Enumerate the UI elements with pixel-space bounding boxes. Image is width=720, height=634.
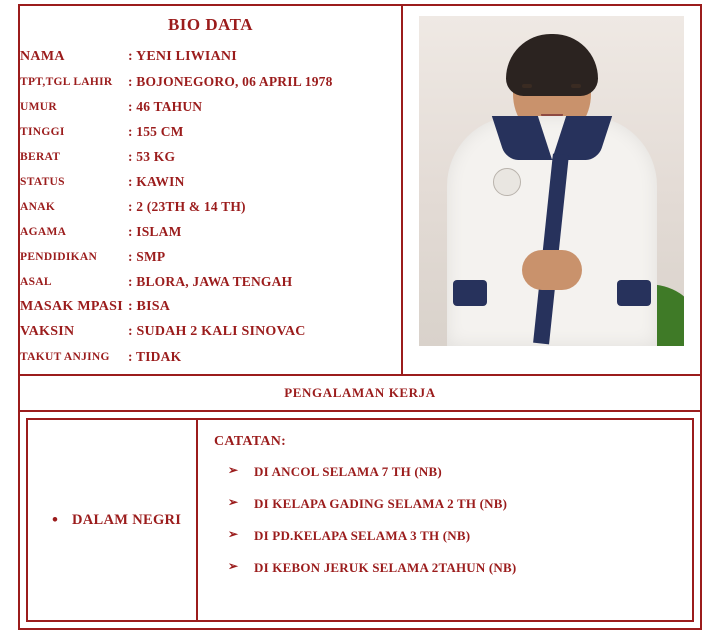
- table-row: [20, 270, 401, 295]
- experience-scope-item: • DALAM NEGRI: [52, 512, 181, 529]
- bio-data-title: BIO DATA: [167, 15, 254, 34]
- list-item: ➢ DI ANCOL SELAMA 7 TH (NB): [228, 464, 692, 480]
- table-row: [20, 45, 401, 70]
- table-row: [20, 345, 401, 370]
- table-row: [20, 70, 401, 95]
- experience-frame: [26, 418, 694, 622]
- photo-cuff-right: [617, 280, 651, 306]
- field-label-nama: NAMA: [20, 49, 65, 64]
- experience-header: PENGALAMAN KERJA: [20, 376, 700, 412]
- field-label-pendidikan: PENDIDIKAN: [20, 251, 98, 263]
- experience-notes-column: [198, 420, 692, 620]
- notes-title: CATATAN:: [214, 434, 287, 449]
- table-row: [20, 145, 401, 170]
- table-row: [20, 245, 401, 270]
- table-row: [20, 120, 401, 145]
- photo-uniform: [447, 116, 657, 346]
- photo-eye-right: [571, 84, 581, 88]
- photo-hands: [522, 250, 582, 290]
- field-value-asal: : BLORA, JAWA TENGAH: [128, 274, 293, 289]
- field-label-tinggi: TINGGI: [20, 126, 65, 138]
- field-label-umur: UMUR: [20, 101, 57, 113]
- field-value-anak: : 2 (23TH & 14 TH): [128, 199, 246, 214]
- table-row: [20, 195, 401, 220]
- field-value-takut-anjing: : TIDAK: [128, 349, 182, 364]
- field-value-nama: : YENI LIWIANI: [128, 49, 237, 64]
- field-label-masak-mpasi: MASAK MPASI: [20, 298, 123, 314]
- table-row: [20, 295, 401, 320]
- applicant-photo: [419, 16, 684, 346]
- photo-uniform-stripe: [533, 154, 569, 345]
- table-row: [20, 95, 401, 120]
- bio-data-table: [20, 45, 401, 370]
- photo-collar-right: [551, 116, 611, 160]
- list-item: ➢ DI KEBON JERUK SELAMA 2TAHUN (NB): [228, 560, 692, 576]
- table-row: [20, 170, 401, 195]
- field-value-umur: : 46 TAHUN: [128, 99, 203, 114]
- photo-uniform-badge: [493, 168, 521, 196]
- field-value-agama: : ISLAM: [128, 224, 182, 239]
- field-value-tempat-tanggal-lahir: : BOJONEGORO, 06 APRIL 1978: [128, 74, 333, 89]
- experience-scope-column: [28, 420, 198, 620]
- field-label-status: STATUS: [20, 176, 65, 188]
- document-frame: [18, 4, 702, 630]
- field-value-pendidikan: : SMP: [128, 249, 166, 264]
- field-label-asal: ASAL: [20, 276, 52, 288]
- field-value-masak-mpasi: : BISA: [128, 299, 171, 314]
- bio-data-panel: [20, 6, 403, 374]
- field-label-tempat-tanggal-lahir: TPT,TGL LAHIR: [20, 76, 113, 88]
- field-value-tinggi: : 155 CM: [128, 124, 184, 139]
- photo-cell: [403, 6, 700, 374]
- field-value-status: : KAWIN: [128, 174, 185, 189]
- photo-cuff-left: [453, 280, 487, 306]
- list-item: ➢ DI KELAPA GADING SELAMA 2 TH (NB): [228, 496, 692, 512]
- bio-section: [20, 6, 700, 376]
- field-label-takut-anjing: TAKUT ANJING: [20, 351, 110, 363]
- photo-collar-left: [491, 116, 551, 160]
- field-label-berat: BERAT: [20, 151, 61, 163]
- field-value-vaksin: : SUDAH 2 KALI SINOVAC: [128, 324, 306, 339]
- photo-eye-left: [522, 84, 532, 88]
- field-value-berat: : 53 KG: [128, 149, 176, 164]
- list-item: ➢ DI PD.KELAPA SELAMA 3 TH (NB): [228, 528, 692, 544]
- table-row: [20, 320, 401, 345]
- field-label-agama: AGAMA: [20, 226, 67, 238]
- notes-list: [214, 464, 692, 576]
- field-label-anak: ANAK: [20, 201, 56, 213]
- experience-section: [20, 412, 700, 628]
- field-label-vaksin: VAKSIN: [20, 324, 75, 339]
- table-row: [20, 220, 401, 245]
